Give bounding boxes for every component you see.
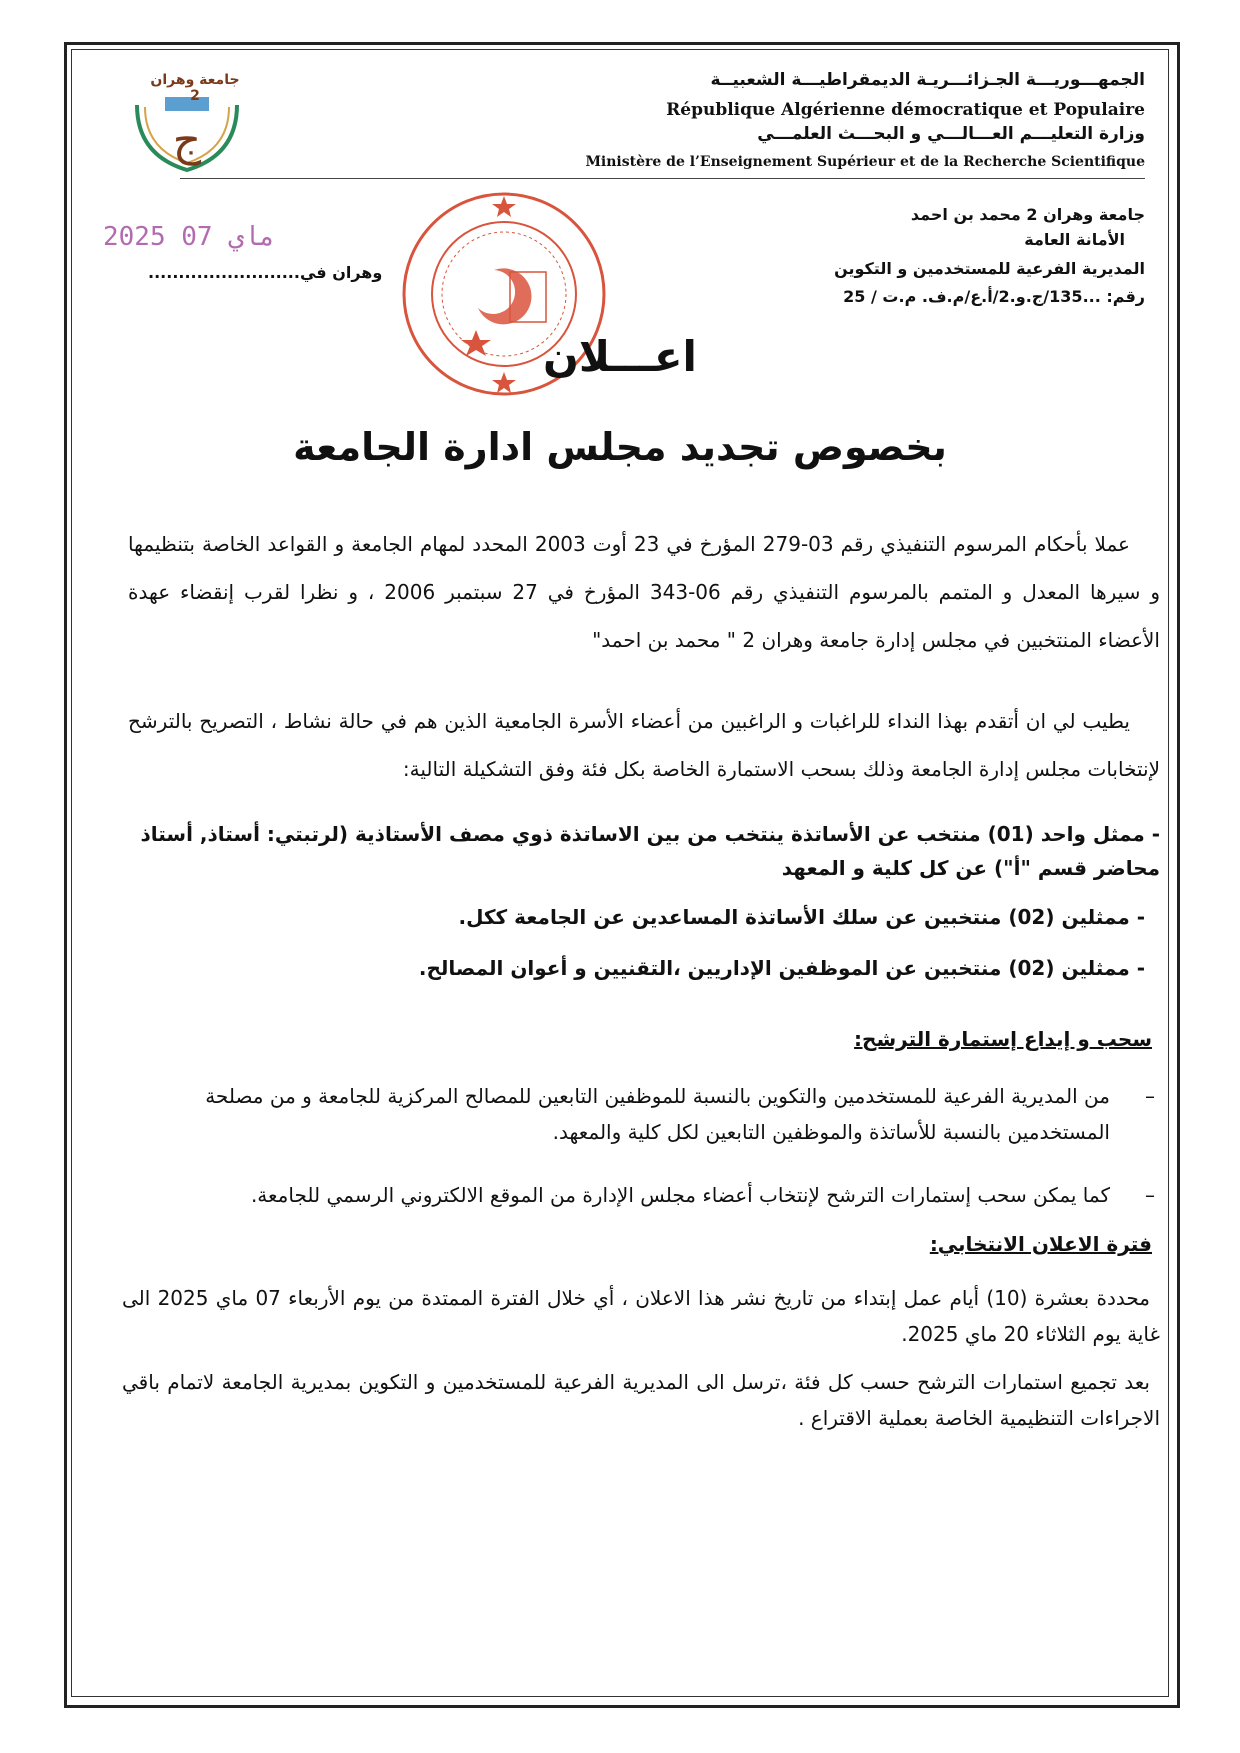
reference-number: رقم: ...135/ج.و.2/أ.ع/م.ف. م.ت / 25 xyxy=(843,287,1145,306)
bullet-dash: – xyxy=(1145,1183,1155,1207)
announcement-subject: بخصوص تجديد مجلس ادارة الجامعة xyxy=(293,425,947,469)
section-heading-period: فترة الاعلان الانتخابي: xyxy=(929,1232,1152,1256)
bullet-dash: – xyxy=(1145,1084,1155,1108)
paragraph-legal-basis-text: عملا بأحكام المرسوم التنفيذي رقم 03-279 المؤرخ في 23 أوت 2003 المحدد لمهام الجامعة و القواعد الخاصة بتنظيمها و سيرها المعدل و المتمم بالمرسوم التنفيذي رقم 06-343 المؤرخ في 27 سبتمبر 2006 ، و نظرا لقرب إنقضاء عهدة الأعضاء المنتخبين في مجلس إدارة جامعة وهران 2 " محمد بن احمد" xyxy=(128,532,1160,652)
bullet-text: كما يمكن سحب إستمارات الترشح لإنتخاب أعضاء مجلس الإدارة من الموقع الالكتروني الرسمي للجامعة. xyxy=(250,1183,1110,1207)
logo-name: جامعة وهران 2 xyxy=(150,72,240,104)
list-item: - ممثل واحد (01) منتخب عن الأساتذة ينتخب من بين الاساتذة ذوي مصف الأستاذية (لرتبتي: أستاذ, أستاذ محاضر قسم "أ") عن كل كلية و المعهد xyxy=(140,822,1160,880)
section-heading-forms: سحب و إيداع إستمارة الترشح: xyxy=(854,1027,1152,1051)
list-item: - ممثلين (02) منتخبين عن الموظفين الإداريين ،التقنيين و أعوان المصالح. xyxy=(418,956,1145,980)
list-item: - ممثلين (02) منتخبين عن سلك الأساتذة المساعدين عن الجامعة ككل. xyxy=(458,905,1145,929)
header-republic-fr: République Algérienne démocratique et Populaire xyxy=(666,100,1145,120)
header-divider xyxy=(180,178,1145,179)
paragraph-legal-basis xyxy=(128,520,1160,664)
date-stamp: 2025 ماي 07 xyxy=(103,222,276,252)
header-ministry-fr: Ministère de l’Enseignement Supérieur et de la Recherche Scientifique xyxy=(585,154,1145,170)
issuer-secretariat: الأمانة العامة xyxy=(1024,230,1125,249)
paragraph-call-text: يطيب لي ان أتقدم بهذا النداء للراغبات و الراغبين من أعضاء الأسرة الجامعية الذين هم في حالة نشاط ، التصريح بالترشح لإنتخابات مجلس إدارة الجامعة وذلك بسحب الاستمارة الخاصة بكل فئة وفق التشكيلة التالية: xyxy=(128,709,1160,781)
issuer-university: جامعة وهران 2 محمد بن احمد xyxy=(910,205,1145,224)
announcement-title: اعـــلان xyxy=(543,332,697,381)
issuer-directorate: المديرية الفرعية للمستخدمين و التكوين xyxy=(834,259,1145,278)
bullet-text: من المديرية الفرعية للمستخدمين والتكوين بالنسبة للموظفين التابعين للمصالح المركزية للجامعة و من مصلحة المستخدمين بالنسبة للأساتذة والموظفين التابعين لكل كلية والمعهد. xyxy=(205,1084,1110,1144)
paragraph-call xyxy=(128,697,1160,793)
svg-text:ج: ج xyxy=(172,115,202,166)
list-item xyxy=(120,1177,1155,1213)
header-ministry-ar: وزارة التعليـــم العـــالـــي و البحـــث العلمـــي xyxy=(757,124,1145,144)
paragraph-procedure: بعد تجميع استمارات الترشح حسب كل فئة ،ترسل الى المديرية الفرعية للمستخدمين و التكوين بمديرية الجامعة لاتمام باقي الاجراءات التنظيمية الخاصة بعملية الاقتراع . xyxy=(122,1370,1160,1430)
header-republic-ar: الجمهـــوريـــة الجـزائـــريـة الديمقراطيـــة الشعبيــة xyxy=(710,70,1145,90)
place-date-line: وهران في......................... xyxy=(148,263,383,282)
paragraph-period: محددة بعشرة (10) أيام عمل إبتداء من تاريخ نشر هذا الاعلان ، أي خلال الفترة الممتدة من يوم الأربعاء 07 ماي 2025 الى غاية يوم الثلاثاء 20 ماي 2025. xyxy=(122,1286,1160,1346)
list-item xyxy=(120,1078,1155,1150)
